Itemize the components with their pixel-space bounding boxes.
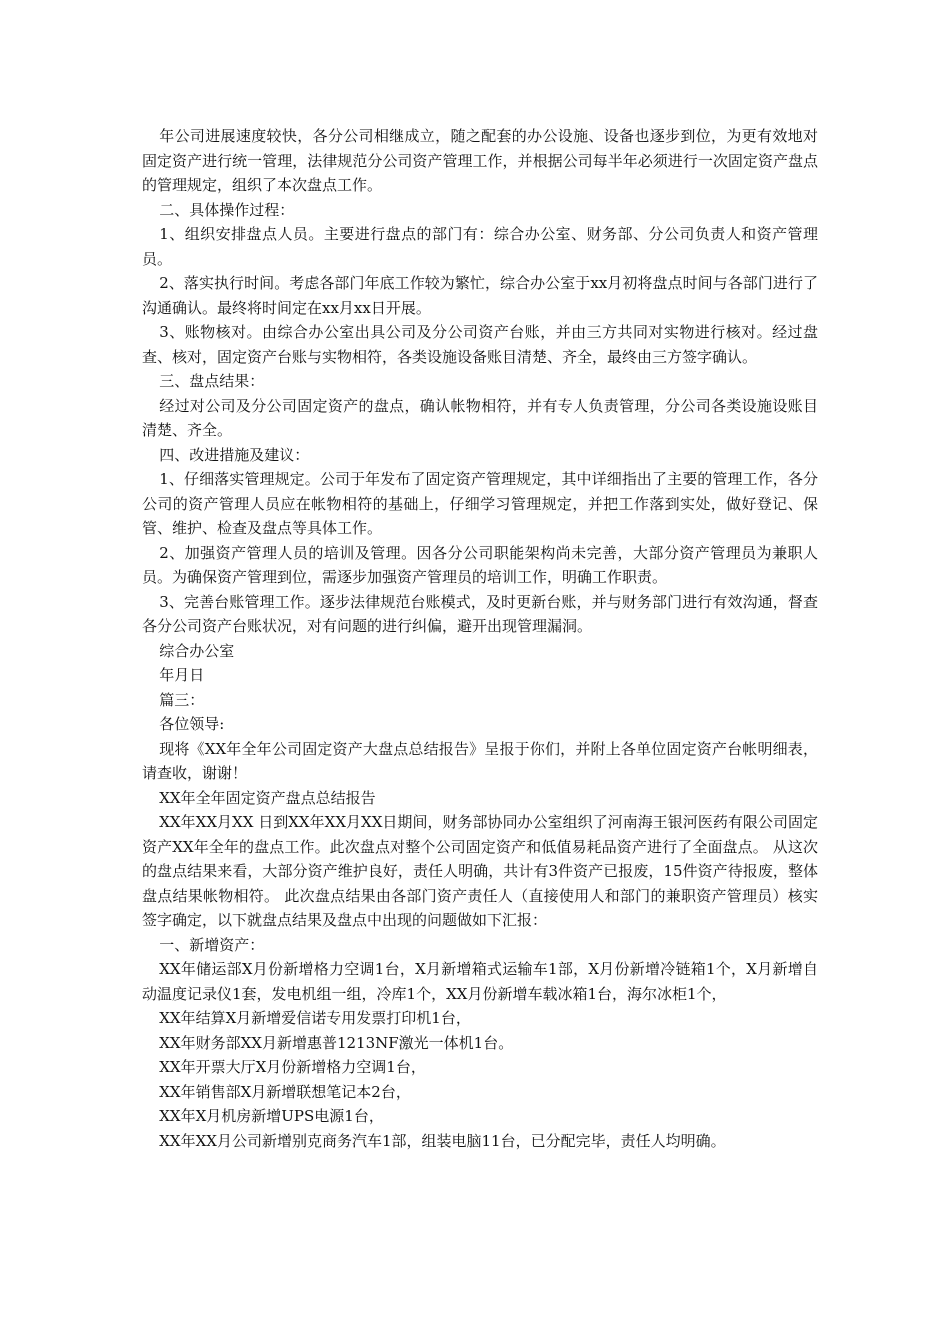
signature-department: 综合办公室 — [159, 641, 235, 660]
new-assets-settlement: XX年结算X月新增爱信诺专用发票打印机1台， — [159, 1009, 471, 1027]
new-assets-storage: XX年储运部X月份新增格力空调1台，X月新增箱式运输车1部，X月份新增冷链箱1个，X月新增自动温度记录仪1套，发电机组一组，冷库1个，XX月份新增车载冰箱1台，海尔冰柜1个， — [142, 960, 818, 1003]
new-assets-server-room: XX年X月机房新增UPS电源1台， — [159, 1107, 384, 1125]
new-assets-billing-hall: XX年开票大厅X月份新增格力空调1台， — [159, 1058, 426, 1076]
new-assets-company: XX年XX月公司新增别克商务汽车1部，组装电脑11台，已分配完毕，责任人均明确。 — [159, 1131, 726, 1150]
results-paragraph: 经过对公司及分公司固定资产的盘点，确认帐物相符，并有专人负责管理，分公司各类设施设账目清楚、齐全。 — [142, 396, 818, 439]
intro-paragraph: 年公司进展速度较快，各分公司相继成立，随之配套的办公设施、设备也逐步到位，为更有效地对固定资产进行统一管理，法律规范分公司资产管理工作，并根据公司每半年必须进行一次固定资产盘点的管理规定，组织了本次盘点工作。 — [142, 127, 818, 194]
section-heading-new-assets: 一、新增资产： — [159, 935, 265, 954]
section-heading-procedure: 二、具体操作过程： — [159, 200, 295, 219]
procedure-item-1: 1、组织安排盘点人员。主要进行盘点的部门有：综合办公室、财务部、分公司负责人和资产管理员。 — [142, 225, 818, 268]
signature-date: 年月日 — [159, 666, 205, 684]
improvement-item-3: 3、完善台账管理工作。逐步法律规范台账模式，及时更新台账，并与财务部门进行有效沟通，督查各分公司资产台账状况，对有问题的进行纠偏，避开出现管理漏洞。 — [142, 592, 818, 635]
improvement-item-2: 2、加强资产管理人员的培训及管理。因各分公司职能架构尚未完善，大部分资产管理员为兼职人员。为确保资产管理到位，需逐步加强资产管理员的培训工作，明确工作职责。 — [142, 543, 818, 586]
procedure-item-2: 2、落实执行时间。考虑各部门年底工作较为繁忙，综合办公室于xx月初将盘点时间与各部门进行了沟通确认。最终将时间定在xx月xx日开展。 — [142, 274, 818, 317]
document-body — [142, 124, 818, 1153]
submission-paragraph: 现将《XX年全年公司固定资产大盘点总结报告》呈报于你们，并附上各单位固定资产台帐明细表，请查收，谢谢！ — [142, 739, 818, 782]
salutation: 各位领导: — [159, 715, 225, 733]
new-assets-sales: XX年销售部X月新增联想笔记本2台， — [159, 1082, 411, 1101]
improvement-item-1: 1、仔细落实管理规定。公司于年发布了固定资产管理规定，其中详细指出了主要的管理工作，各分公司的资产管理人员应在帐物相符的基础上，仔细学习管理规定，并把工作落到实处，做好登记、保管、维护、检查及盘点等具体工作。 — [142, 470, 818, 537]
new-assets-finance: XX年财务部XX月新增惠普1213NF激光一体机1台。 — [159, 1033, 514, 1052]
procedure-item-3: 3、账物核对。由综合办公室出具公司及分公司资产台账，并由三方共同对实物进行核对。经过盘查、核对，固定资产台账与实物相符，各类设施设备账目清楚、齐全，最终由三方签字确认。 — [142, 323, 818, 366]
report-summary-paragraph: XX年XX月XX 日到XX年XX月XX日期间，财务部协同办公室组织了河南海王银河医药有限公司固定资产XX年全年的盘点工作。此次盘点对整个公司固定资产和低值易耗品资产进行了全面盘点。 从这次的盘点结果来看，大部分资产维护良好，责任人明确，共计有3件资产已报废，15件资产待报废，整体盘点结果帐物相符。 此次盘点结果由各部门资产责任人（直接使用人和部门的兼职资产管理员）核实签字确定，以下就盘点结果及盘点中出现的问题做如下汇报： — [142, 813, 818, 929]
article-three-heading: 篇三： — [159, 690, 205, 709]
section-heading-results: 三、盘点结果： — [159, 372, 265, 390]
report-title: XX年全年固定资产盘点总结报告 — [159, 788, 376, 807]
section-heading-improvements: 四、改进措施及建议： — [159, 445, 310, 464]
